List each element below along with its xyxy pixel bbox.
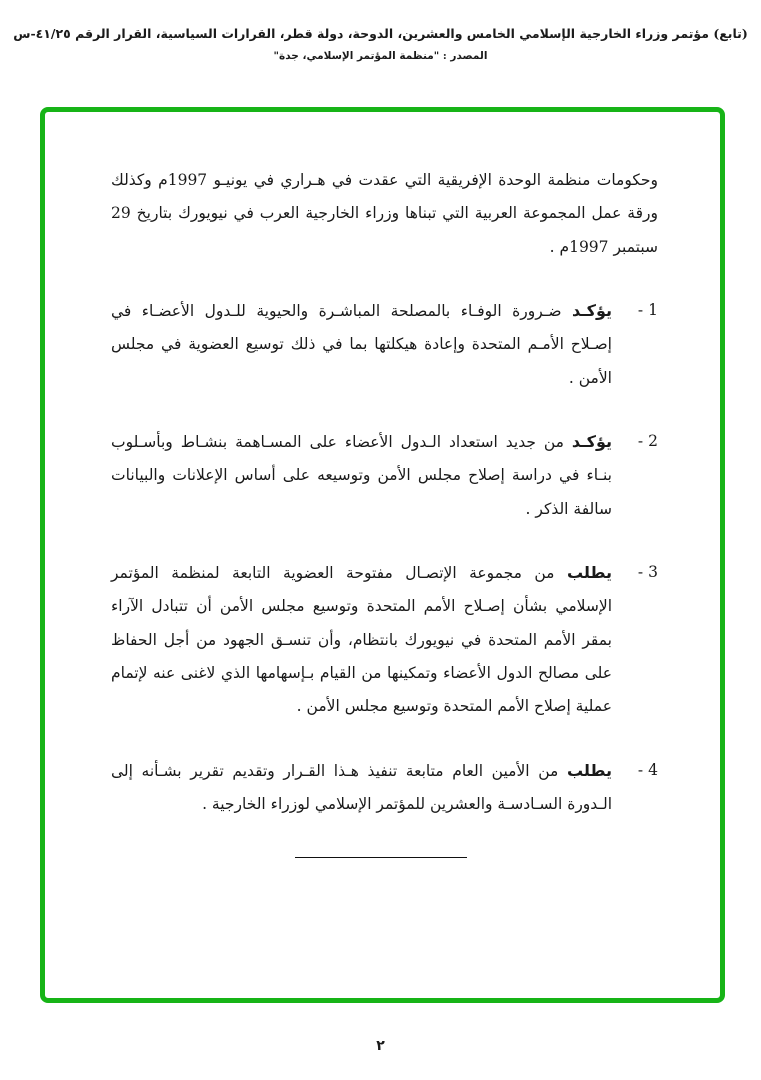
header-citation-line: (تابع) مؤتمر وزراء الخارجية الإسلامي الخامس والعشرين، الدوحة، دولة قطر، القرارات السياسية، القرار الرقم ٤١/٢٥-س	[13, 26, 748, 41]
list-item-dash: -	[637, 760, 644, 779]
list-item-body: من جديد استعداد الـدول الأعضاء على المسـاهمة بنشـاط وبأسـلوب بنـاء في دراسة إصلاح مجلس الأمن وتوسيعه على أساس الإعلانات والبيانات سالفة الذكر .	[111, 432, 612, 518]
list-item	[111, 425, 658, 526]
list-item-marker	[620, 754, 658, 822]
list-item-text	[111, 425, 612, 526]
header-source-line: المصدر : "منظمة المؤتمر الإسلامي، جدة"	[273, 50, 488, 62]
document-header	[0, 0, 761, 62]
list-item-number: 4	[648, 760, 658, 779]
list-item-dash: -	[637, 431, 644, 450]
list-item-marker	[620, 425, 658, 526]
list-item-marker	[620, 294, 658, 395]
list-item-body: ضـرورة الوفـاء بالمصلحة المباشـرة والحيوية للـدول الأعضـاء في إصـلاح الأمـم المتحدة وإعادة هيكلتها بما في ذلك توسيع العضوية في مجلس الأمن .	[111, 301, 612, 387]
list-item-dash: -	[637, 300, 644, 319]
list-item-body: من الأمين العام متابعة تنفيذ هـذا القـرار وتقديم تقرير بشـأنه إلى الـدورة السـادسـة والعشرين للمؤتمر الإسلامي لوزراء الخارجية .	[111, 761, 612, 813]
list-item	[111, 556, 658, 724]
list-item-lead: يطلب	[566, 562, 612, 582]
list-item-lead: يؤكـد	[571, 431, 612, 451]
list-item-text	[111, 294, 612, 395]
content-frame	[40, 107, 725, 1003]
list-item	[111, 754, 658, 822]
list-item-lead: يؤكـد	[571, 300, 612, 320]
page-number: ٢	[376, 1038, 385, 1054]
list-item-number: 3	[648, 562, 658, 581]
document-body	[45, 112, 720, 858]
list-item-text	[111, 556, 612, 724]
section-divider	[295, 857, 467, 858]
list-item-marker	[620, 556, 658, 724]
intro-paragraph: وحكومات منظمة الوحدة الإفريقية التي عقدت في هـراري في يونيـو 1997م وكذلك ورقة عمل المجموعة العربية التي تبناها وزراء الخارجية العرب في نيويورك بتاريخ 29 سبتمبر 1997م .	[111, 171, 658, 256]
list-item-dash: -	[637, 562, 644, 581]
list-item-body: من مجموعة الإتصـال مفتوحة العضوية التابعة لمنظمة المؤتمر الإسلامي بشأن إصـلاح الأمم المتحدة وتوسيع مجلس الأمن أن تتبادل الآراء بمقر الأمم المتحدة في نيويورك بانتظام، وأن تنسـق الجهود من أجل الحفاظ على مصالح الدول الأعضاء وتمكينها من القيام بـإسهامها الذي لاغنى عنه لإتمام عملية إصلاح الأمم المتحدة وتوسيع مجلس الأمن .	[111, 563, 612, 716]
list-item-text	[111, 754, 612, 822]
list-item-lead: يطلب	[566, 760, 612, 780]
list-item-number: 1	[648, 300, 658, 319]
list-item	[111, 294, 658, 395]
list-item-number: 2	[648, 431, 658, 450]
